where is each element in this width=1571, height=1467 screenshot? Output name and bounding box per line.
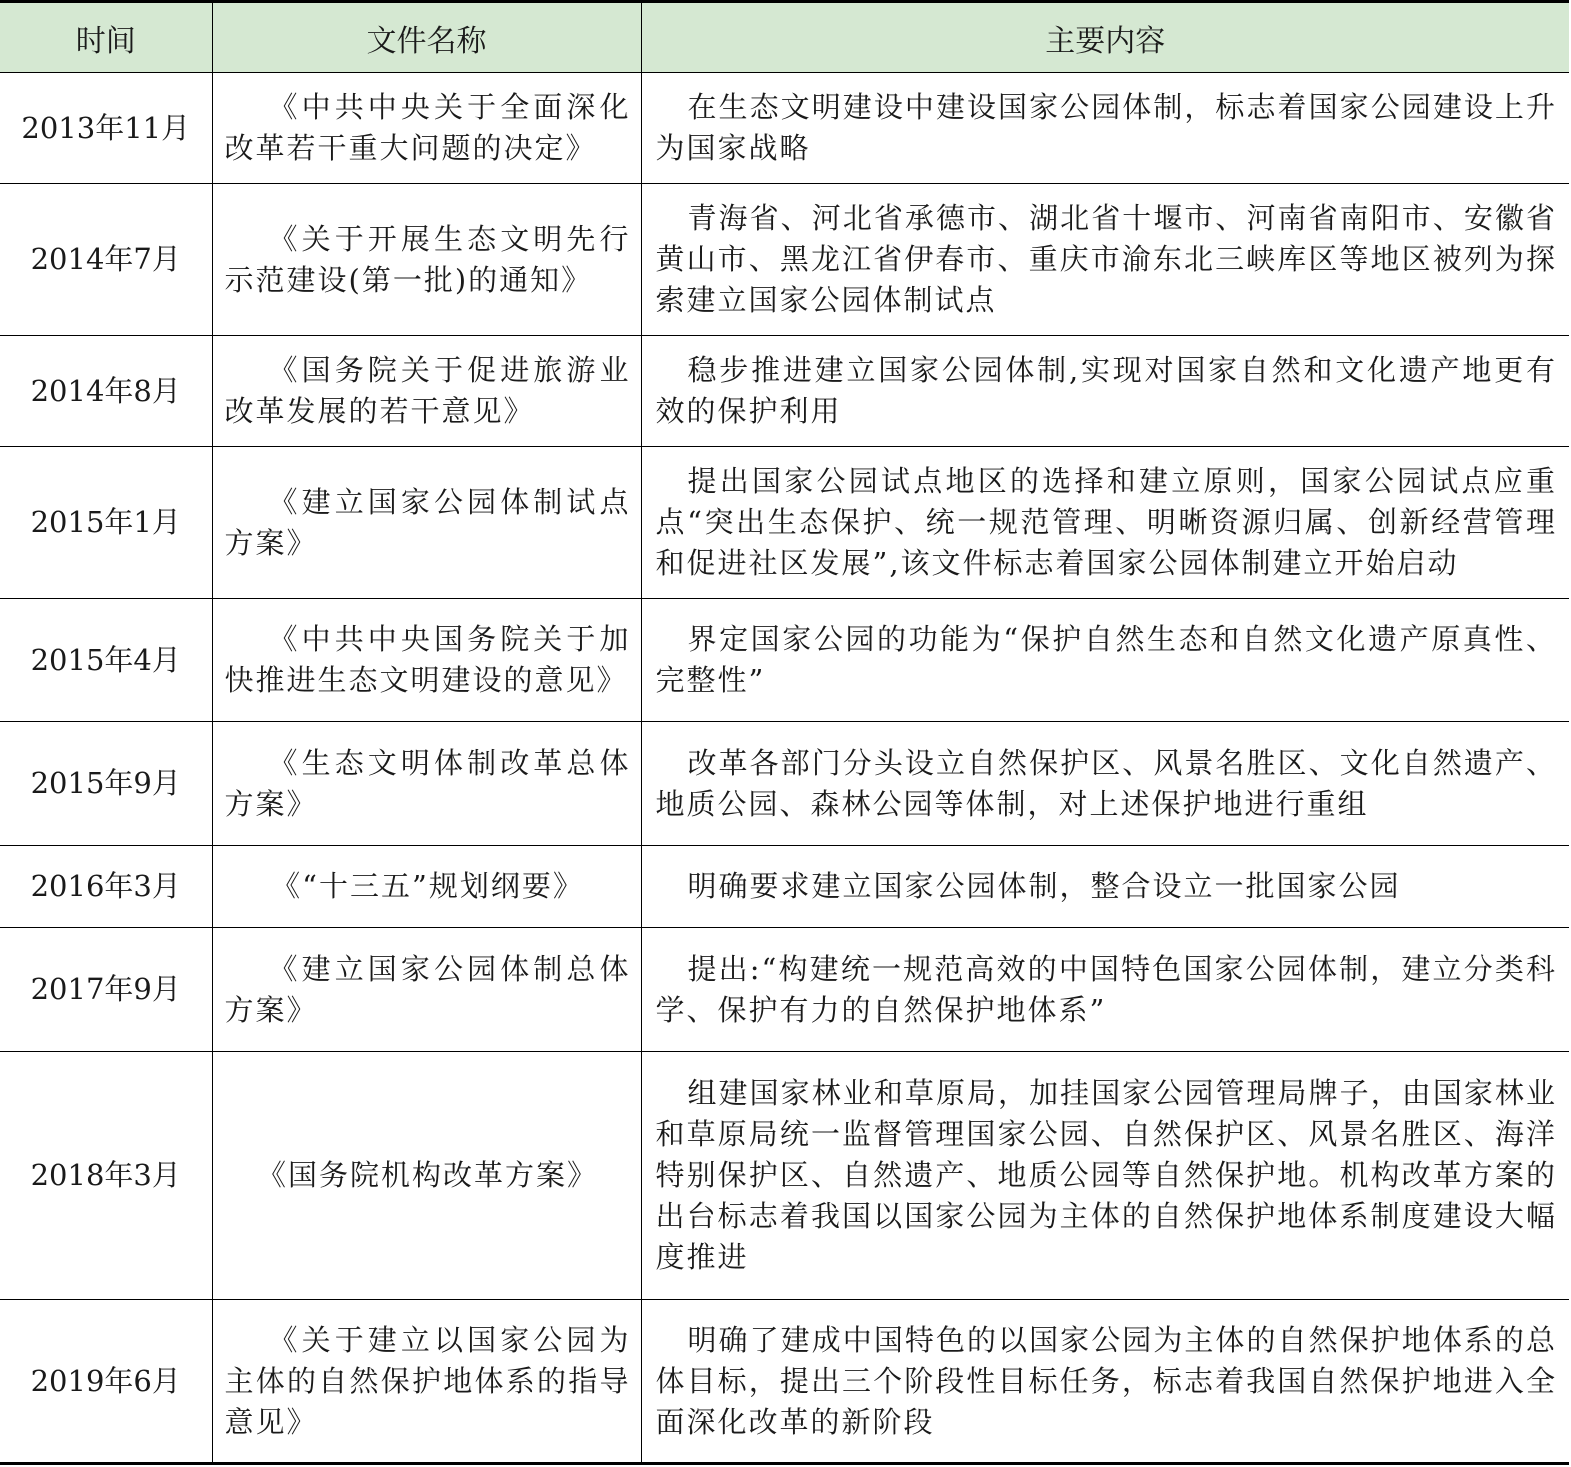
- table-row: [0, 722, 1569, 846]
- row-date: 2015年9月: [0, 722, 212, 846]
- row-date: 2014年7月: [0, 184, 212, 336]
- row-document: 《建立国家公园体制试点方案》: [212, 447, 641, 599]
- header-date: 时间: [0, 2, 212, 73]
- row-document: 《中共中央国务院关于加快推进生态文明建设的意见》: [212, 599, 641, 722]
- header-document: 文件名称: [212, 2, 641, 73]
- table-row: [0, 846, 1569, 928]
- row-document: 《国务院机构改革方案》: [212, 1052, 641, 1300]
- row-document: 《关于开展生态文明先行示范建设(第一批)的通知》: [212, 184, 641, 336]
- row-content: 青海省、河北省承德市、湖北省十堰市、河南省南阳市、安徽省黄山市、黑龙江省伊春市、重庆市渝东北三峡库区等地区被列为探索建立国家公园体制试点: [641, 184, 1569, 336]
- row-document: 《中共中央关于全面深化改革若干重大问题的决定》: [212, 73, 641, 184]
- table-row: [0, 73, 1569, 184]
- row-content: 界定国家公园的功能为“保护自然生态和自然文化遗产原真性、完整性”: [641, 599, 1569, 722]
- row-date: 2015年4月: [0, 599, 212, 722]
- table-row: [0, 336, 1569, 447]
- row-document: 《关于建立以国家公园为主体的自然保护地体系的指导意见》: [212, 1300, 641, 1464]
- row-date: 2017年9月: [0, 928, 212, 1052]
- table-row: [0, 447, 1569, 599]
- row-content: 明确了建成中国特色的以国家公园为主体的自然保护地体系的总体目标，提出三个阶段性目标任务，标志着我国自然保护地进入全面深化改革的新阶段: [641, 1300, 1569, 1464]
- row-content: 稳步推进建立国家公园体制,实现对国家自然和文化遗产地更有效的保护利用: [641, 336, 1569, 447]
- row-document: 《“十三五”规划纲要》: [212, 846, 641, 928]
- row-date: 2014年8月: [0, 336, 212, 447]
- table-row: [0, 599, 1569, 722]
- row-content: 提出:“构建统一规范高效的中国特色国家公园体制，建立分类科学、保护有力的自然保护地体系”: [641, 928, 1569, 1052]
- table-row: [0, 184, 1569, 336]
- row-content: 改革各部门分头设立自然保护区、风景名胜区、文化自然遗产、地质公园、森林公园等体制，对上述保护地进行重组: [641, 722, 1569, 846]
- table-row: [0, 1052, 1569, 1300]
- row-date: 2013年11月: [0, 73, 212, 184]
- row-content: 提出国家公园试点地区的选择和建立原则，国家公园试点应重点“突出生态保护、统一规范管理、明晰资源归属、创新经营管理和促进社区发展”,该文件标志着国家公园体制建立开始启动: [641, 447, 1569, 599]
- row-content: 明确要求建立国家公园体制，整合设立一批国家公园: [641, 846, 1569, 928]
- row-content: 组建国家林业和草原局，加挂国家公园管理局牌子，由国家林业和草原局统一监督管理国家公园、自然保护区、风景名胜区、海洋特别保护区、自然遗产、地质公园等自然保护地。机构改革方案的出台标志着我国以国家公园为主体的自然保护地体系制度建设大幅度推进: [641, 1052, 1569, 1300]
- table-row: [0, 928, 1569, 1052]
- header-row: [0, 2, 1569, 73]
- row-date: 2018年3月: [0, 1052, 212, 1300]
- row-document: 《生态文明体制改革总体方案》: [212, 722, 641, 846]
- row-date: 2015年1月: [0, 447, 212, 599]
- row-content: 在生态文明建设中建设国家公园体制，标志着国家公园建设上升为国家战略: [641, 73, 1569, 184]
- row-date: 2019年6月: [0, 1300, 212, 1464]
- row-document: 《建立国家公园体制总体方案》: [212, 928, 641, 1052]
- table-row: [0, 1300, 1569, 1464]
- row-date: 2016年3月: [0, 846, 212, 928]
- header-content: 主要内容: [641, 2, 1569, 73]
- row-document: 《国务院关于促进旅游业改革发展的若干意见》: [212, 336, 641, 447]
